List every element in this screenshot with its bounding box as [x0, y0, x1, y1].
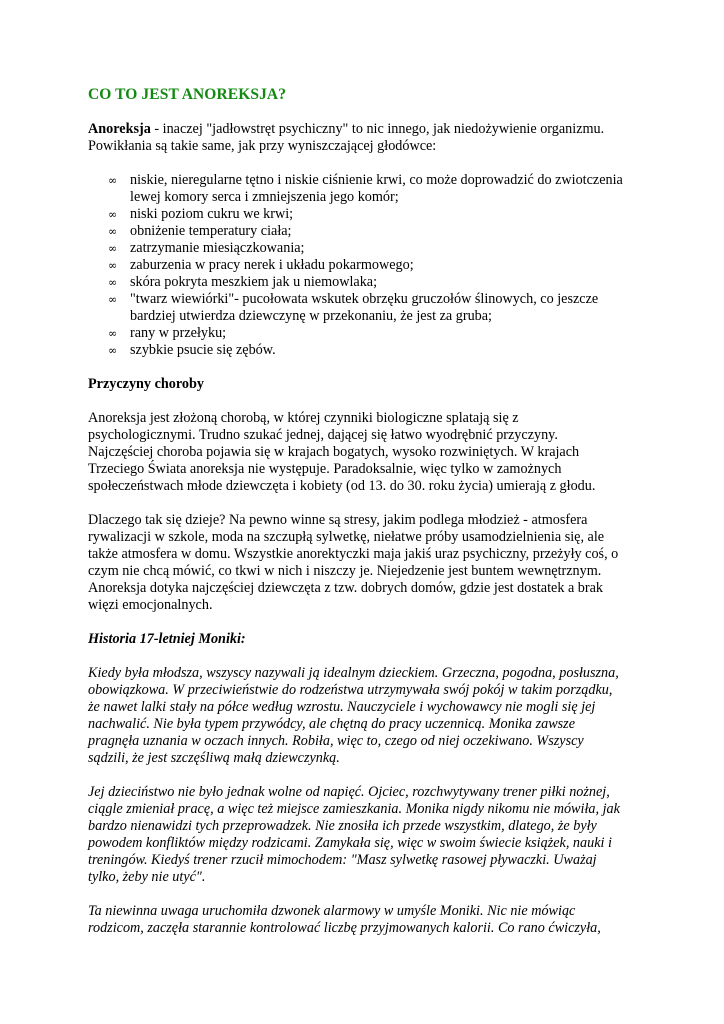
paragraph-line: że nawet lalki stały na półce według wzrostu. Nauczyciele i wychowawcy nie mogli się jej [88, 699, 596, 715]
list-item-line: obniżenie temperatury ciała; [130, 223, 292, 239]
list-item [88, 325, 648, 342]
paragraph-line: Najczęściej choroba pojawia się w krajach bogatych, wysoko rozwiniętych. W krajach [88, 444, 580, 460]
bullet-icon: ∞ [108, 293, 118, 306]
list-item-line: niskie, nieregularne tętno i niskie ciśnienie krwi, co może doprowadzić do zwiotczenia [130, 172, 623, 188]
paragraph-line: obowiązkowa. W przeciwieństwie do rodzeństwa utrzymywała swój pokój w takim porządku, [88, 682, 613, 698]
causes-paragraph-1 [88, 410, 648, 495]
list-item [88, 291, 648, 325]
paragraph-line: ciągle zmieniał pracę, a więc też miejsce zamieszkania. Monika nigdy nikomu nie mówiła, jak [88, 801, 620, 817]
paragraph-line: nachwalić. Nie była typem przywódcy, ale chętną do pracy uczennicą. Monika zawsze [88, 716, 575, 732]
bullet-icon: ∞ [108, 208, 118, 221]
paragraph-line: Anoreksja jest złożoną chorobą, w której czynniki biologiczne splatają się z [88, 410, 519, 426]
intro-line: - inaczej "jadłowstręt psychiczny" to nic innego, jak niedożywienie organizmu. [150, 121, 605, 137]
list-item [88, 206, 648, 223]
paragraph-line: treningów. Kiedyś trener rzucił mimochodem: "Masz sylwetkę rasowej pływaczki. Uważaj [88, 852, 597, 868]
paragraph-line: Anoreksja dotyka najczęściej dziewczęta z tzw. dobrych domów, gdzie jest dostatek a brak [88, 580, 604, 596]
paragraph-line: Trzeciego Świata anoreksja nie występuje. Paradoksalnie, więc tylko w zamożnych [88, 461, 562, 477]
paragraph-line: Jej dzieciństwo nie było jednak wolne od napięć. Ojciec, rozchwytywany trener piłki nożnej, [88, 784, 610, 800]
list-item [88, 257, 648, 274]
story-paragraph-2 [88, 784, 648, 886]
list-item-line: niski poziom cukru we krwi; [130, 206, 294, 222]
intro-line: Powikłania są takie same, jak przy wyniszczającej głodówce: [88, 138, 437, 154]
list-item-line: szybkie psucie się zębów. [130, 342, 276, 358]
bullet-icon: ∞ [108, 276, 118, 289]
causes-heading: Przyczyny choroby [88, 376, 204, 392]
list-item [88, 342, 648, 359]
story-heading: Historia 17-letniej Moniki: [88, 631, 246, 647]
paragraph-line: czym nie chcą mówić, co tkwi w nich i niszczy je. Niejedzenie jest buntem wewnętrznym. [88, 563, 602, 579]
paragraph-line: społeczeństwach młode dziewczęta i kobiety (od 13. do 30. roku życia) umierają z głodu. [88, 478, 596, 494]
paragraph-line: sądzili, że jest szczęśliwą małą dziewczynką. [88, 750, 340, 766]
list-item [88, 274, 648, 291]
paragraph-line: także atmosfera w domu. Wszystkie anorektyczki maja jakiś uraz psychiczny, przeżyły coś, o [88, 546, 619, 562]
bullet-icon: ∞ [108, 259, 118, 272]
page-title: CO TO JEST ANOREKSJA? [88, 86, 287, 103]
complications-list [88, 172, 648, 359]
paragraph-line: tylko, żeby nie utyć". [88, 869, 206, 885]
list-item-line: skóra pokryta meszkiem jak u niemowlaka; [130, 274, 378, 290]
paragraph-line: Dlaczego tak się dzieje? Na pewno winne są stresy, jakim podlega młodzież - atmosfera [88, 512, 588, 528]
list-item-line: bardziej utwierdza dziewczynę w przekonaniu, że jest za gruba; [130, 308, 492, 324]
bullet-icon: ∞ [108, 174, 118, 187]
list-item-line: zatrzymanie miesiączkowania; [130, 240, 305, 256]
list-item-line: zaburzenia w pracy nerek i układu pokarmowego; [130, 257, 414, 273]
paragraph-line: więzi emocjonalnych. [88, 597, 213, 613]
list-item-line: lewej komory serca i zmniejszenia jego komór; [130, 189, 399, 205]
paragraph-line: pragnęła uznania w oczach innych. Robiła, więc to, czego od niej oczekiwano. Wszyscy [88, 733, 584, 749]
bullet-icon: ∞ [108, 225, 118, 238]
bullet-icon: ∞ [108, 327, 118, 340]
causes-paragraph-2 [88, 512, 648, 614]
paragraph-line: rywalizacji w szkole, moda na szczupłą sylwetkę, niełatwe próby usamodzielnienia się, ale [88, 529, 605, 545]
list-item-line: "twarz wiewiórki"- pucołowata wskutek obrzęku gruczołów ślinowych, co jeszcze [130, 291, 599, 307]
list-item [88, 240, 648, 257]
paragraph-line: powodem konfliktów między rodzicami. Zamykała się, więc w swoim świecie książek, nauki i [88, 835, 612, 851]
paragraph-line: psychologicznymi. Trudno szukać jednej, dającej się łatwo wyodrębnić przyczyny. [88, 427, 558, 443]
story-paragraph-3 [88, 903, 648, 937]
list-item [88, 223, 648, 240]
bullet-icon: ∞ [108, 242, 118, 255]
bullet-icon: ∞ [108, 344, 118, 357]
document-page [88, 86, 648, 954]
intro-paragraph [88, 121, 648, 155]
paragraph-line: rodzicom, zaczęła starannie kontrolować liczbę przyjmowanych kalorii. Co rano ćwiczyła, [88, 920, 601, 936]
list-item-line: rany w przełyku; [130, 325, 227, 341]
list-item [88, 172, 648, 206]
intro-term: Anoreksja [88, 121, 151, 137]
paragraph-line: bardzo nienawidzi tych przeprowadzek. Nie znosiła ich przede wszystkim, dlatego, że były [88, 818, 597, 834]
paragraph-line: Ta niewinna uwaga uruchomiła dzwonek alarmowy w umyśle Moniki. Nic nie mówiąc [88, 903, 576, 919]
story-paragraph-1 [88, 665, 648, 767]
paragraph-line: Kiedy była młodsza, wszyscy nazywali ją idealnym dzieckiem. Grzeczna, pogodna, posłuszna, [88, 665, 619, 681]
